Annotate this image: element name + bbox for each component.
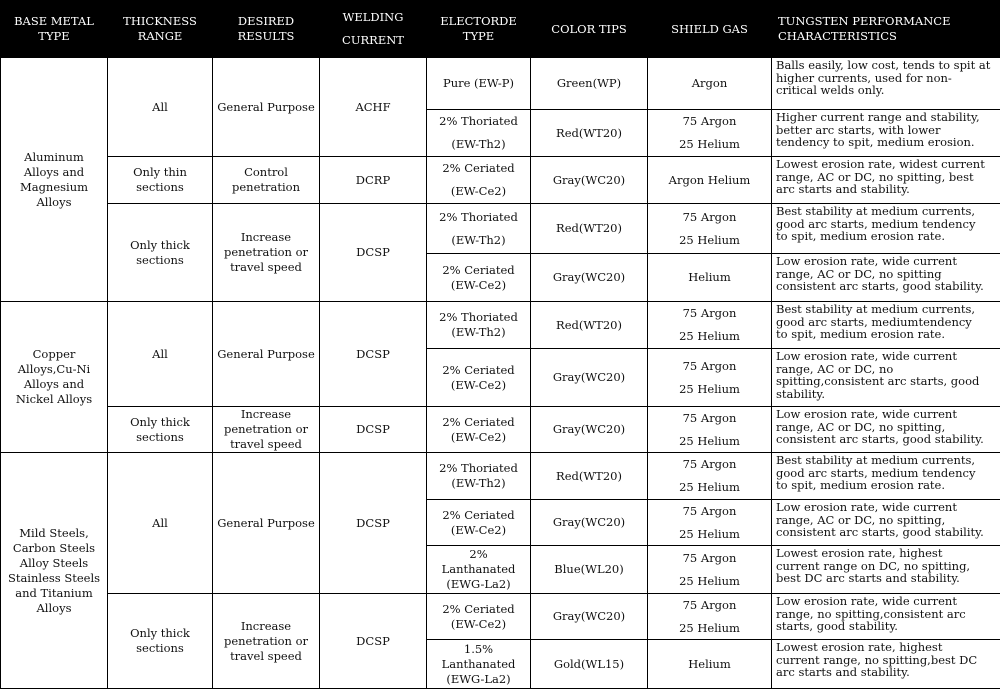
performance-characteristics: Best stability at medium currents, good arc starts, mediumtendency to spit, medium erosion rate. xyxy=(772,302,1000,349)
color-tip: Red(WT20) xyxy=(531,110,648,157)
performance-characteristics: Low erosion rate, wide current range, AC or DC, no spitting, consistent arc starts, good stability. xyxy=(772,407,1000,453)
shield-gas: 75 Argon 25 Helium xyxy=(648,500,772,546)
header-welding-current: WELDING CURRENT xyxy=(320,1,427,58)
performance-characteristics: Low erosion rate, wide current range, AC or DC, no spitting consistent arc starts, good stability. xyxy=(772,254,1000,302)
welding-current: DCSP xyxy=(320,594,427,689)
base-metal-aluminum: Aluminum Alloys and Magnesium Alloys xyxy=(1,58,108,302)
electrode-type: Pure (EW-P) xyxy=(427,58,531,110)
shield-gas: 75 Argon 25 Helium xyxy=(648,546,772,594)
electrode-type: 2% Thoriated (EW-Th2) xyxy=(427,204,531,254)
electrode-type: 2% Ceriated (EW-Ce2) xyxy=(427,594,531,640)
electrode-type: 2% Thoriated (EW-Th2) xyxy=(427,453,531,500)
electrode-type: 2% Ceriated (EW-Ce2) xyxy=(427,254,531,302)
electrode-type: 2% Thoriated (EW-Th2) xyxy=(427,110,531,157)
color-tip: Red(WT20) xyxy=(531,302,648,349)
welding-current: DCSP xyxy=(320,302,427,407)
header-base-metal-type: BASE METAL TYPE xyxy=(1,1,108,58)
table-row xyxy=(1,594,1000,640)
performance-characteristics: Balls easily, low cost, tends to spit at higher currents, used for non- critical welds only. xyxy=(772,58,1000,110)
header-color-tips: COLOR TIPS xyxy=(531,1,648,58)
shield-gas: Helium xyxy=(648,640,772,689)
color-tip: Gray(WC20) xyxy=(531,254,648,302)
performance-characteristics: Low erosion rate, wide current range, no spitting,consistent arc starts, good stability. xyxy=(772,594,1000,640)
performance-characteristics: Lowest erosion rate, highest current range on DC, no spitting, best DC arc starts and stability. xyxy=(772,546,1000,594)
welding-current: ACHF xyxy=(320,58,427,157)
shield-gas: 75 Argon 25 Helium xyxy=(648,453,772,500)
table-row xyxy=(1,157,1000,204)
electrode-type: 1.5% Lanthanated (EWG-La2) xyxy=(427,640,531,689)
performance-characteristics: Lowest erosion rate, widest current range, AC or DC, no spitting, best arc starts and stability. xyxy=(772,157,1000,204)
electrode-type: 2% Thoriated (EW-Th2) xyxy=(427,302,531,349)
shield-gas: 75 Argon 25 Helium xyxy=(648,407,772,453)
header-row xyxy=(1,1,1000,58)
thickness-range: Only thin sections xyxy=(108,157,213,204)
table-row xyxy=(1,58,1000,110)
desired-result: General Purpose xyxy=(213,453,320,594)
electrode-type: 2% Ceriated (EW-Ce2) xyxy=(427,500,531,546)
electrode-type: 2% Ceriated (EW-Ce2) xyxy=(427,349,531,407)
welding-current: DCSP xyxy=(320,407,427,453)
performance-characteristics: Lowest erosion rate, highest current range, no spitting,best DC arc starts and stability. xyxy=(772,640,1000,689)
color-tip: Gold(WL15) xyxy=(531,640,648,689)
welding-current: DCSP xyxy=(320,453,427,594)
header-thickness-range: THICKNESS RANGE xyxy=(108,1,213,58)
color-tip: Gray(WC20) xyxy=(531,594,648,640)
desired-result: General Purpose xyxy=(213,302,320,407)
thickness-range: Only thick sections xyxy=(108,594,213,689)
table-row xyxy=(1,453,1000,500)
color-tip: Gray(WC20) xyxy=(531,157,648,204)
performance-characteristics: Best stability at medium currents, good arc starts, medium tendency to spit, medium erosion rate. xyxy=(772,204,1000,254)
desired-result: Control penetration xyxy=(213,157,320,204)
color-tip: Red(WT20) xyxy=(531,453,648,500)
thickness-range: Only thick sections xyxy=(108,204,213,302)
shield-gas: 75 Argon 25 Helium xyxy=(648,349,772,407)
performance-characteristics: Low erosion rate, wide current range, AC or DC, no spitting, consistent arc starts, good stability. xyxy=(772,500,1000,546)
color-tip: Gray(WC20) xyxy=(531,407,648,453)
performance-characteristics: Best stability at medium currents, good arc starts, medium tendency to spit, medium erosion rate. xyxy=(772,453,1000,500)
thickness-range: All xyxy=(108,453,213,594)
shield-gas: Argon xyxy=(648,58,772,110)
desired-result: Increase penetration or travel speed xyxy=(213,407,320,453)
base-metal-copper: Copper Alloys,Cu-Ni Alloys and Nickel Alloys xyxy=(1,302,108,453)
shield-gas: 75 Argon 25 Helium xyxy=(648,594,772,640)
welding-current: DCRP xyxy=(320,157,427,204)
table-row xyxy=(1,302,1000,349)
color-tip: Gray(WC20) xyxy=(531,349,648,407)
electrode-type: 2% Ceriated (EW-Ce2) xyxy=(427,157,531,204)
shield-gas: 75 Argon 25 Helium xyxy=(648,204,772,254)
header-desired-results: DESIRED RESULTS xyxy=(213,1,320,58)
thickness-range: All xyxy=(108,58,213,157)
electrode-type: 2% Ceriated (EW-Ce2) xyxy=(427,407,531,453)
electrode-type: 2% Lanthanated (EWG-La2) xyxy=(427,546,531,594)
color-tip: Green(WP) xyxy=(531,58,648,110)
performance-characteristics: Higher current range and stability, better arc starts, with lower tendency to spit, medium erosion. xyxy=(772,110,1000,157)
table-row xyxy=(1,407,1000,453)
color-tip: Red(WT20) xyxy=(531,204,648,254)
header-shield-gas: SHIELD GAS xyxy=(648,1,772,58)
shield-gas: 75 Argon 25 Helium xyxy=(648,302,772,349)
performance-characteristics: Low erosion rate, wide current range, AC or DC, no spitting,consistent arc starts, good stability. xyxy=(772,349,1000,407)
header-electrode-type: ELECTORDE TYPE xyxy=(427,1,531,58)
shield-gas: Helium xyxy=(648,254,772,302)
thickness-range: Only thick sections xyxy=(108,407,213,453)
desired-result: Increase penetration or travel speed xyxy=(213,594,320,689)
desired-result: General Purpose xyxy=(213,58,320,157)
color-tip: Blue(WL20) xyxy=(531,546,648,594)
shield-gas: 75 Argon 25 Helium xyxy=(648,110,772,157)
shield-gas: Argon Helium xyxy=(648,157,772,204)
base-metal-steel: Mild Steels, Carbon Steels Alloy Steels Stainless Steels and Titanium Alloys xyxy=(1,453,108,689)
desired-result: Increase penetration or travel speed xyxy=(213,204,320,302)
color-tip: Gray(WC20) xyxy=(531,500,648,546)
header-tungsten-performance: TUNGSTEN PERFORMANCE CHARACTERISTICS xyxy=(772,1,1000,58)
thickness-range: All xyxy=(108,302,213,407)
welding-current: DCSP xyxy=(320,204,427,302)
table-row xyxy=(1,204,1000,254)
